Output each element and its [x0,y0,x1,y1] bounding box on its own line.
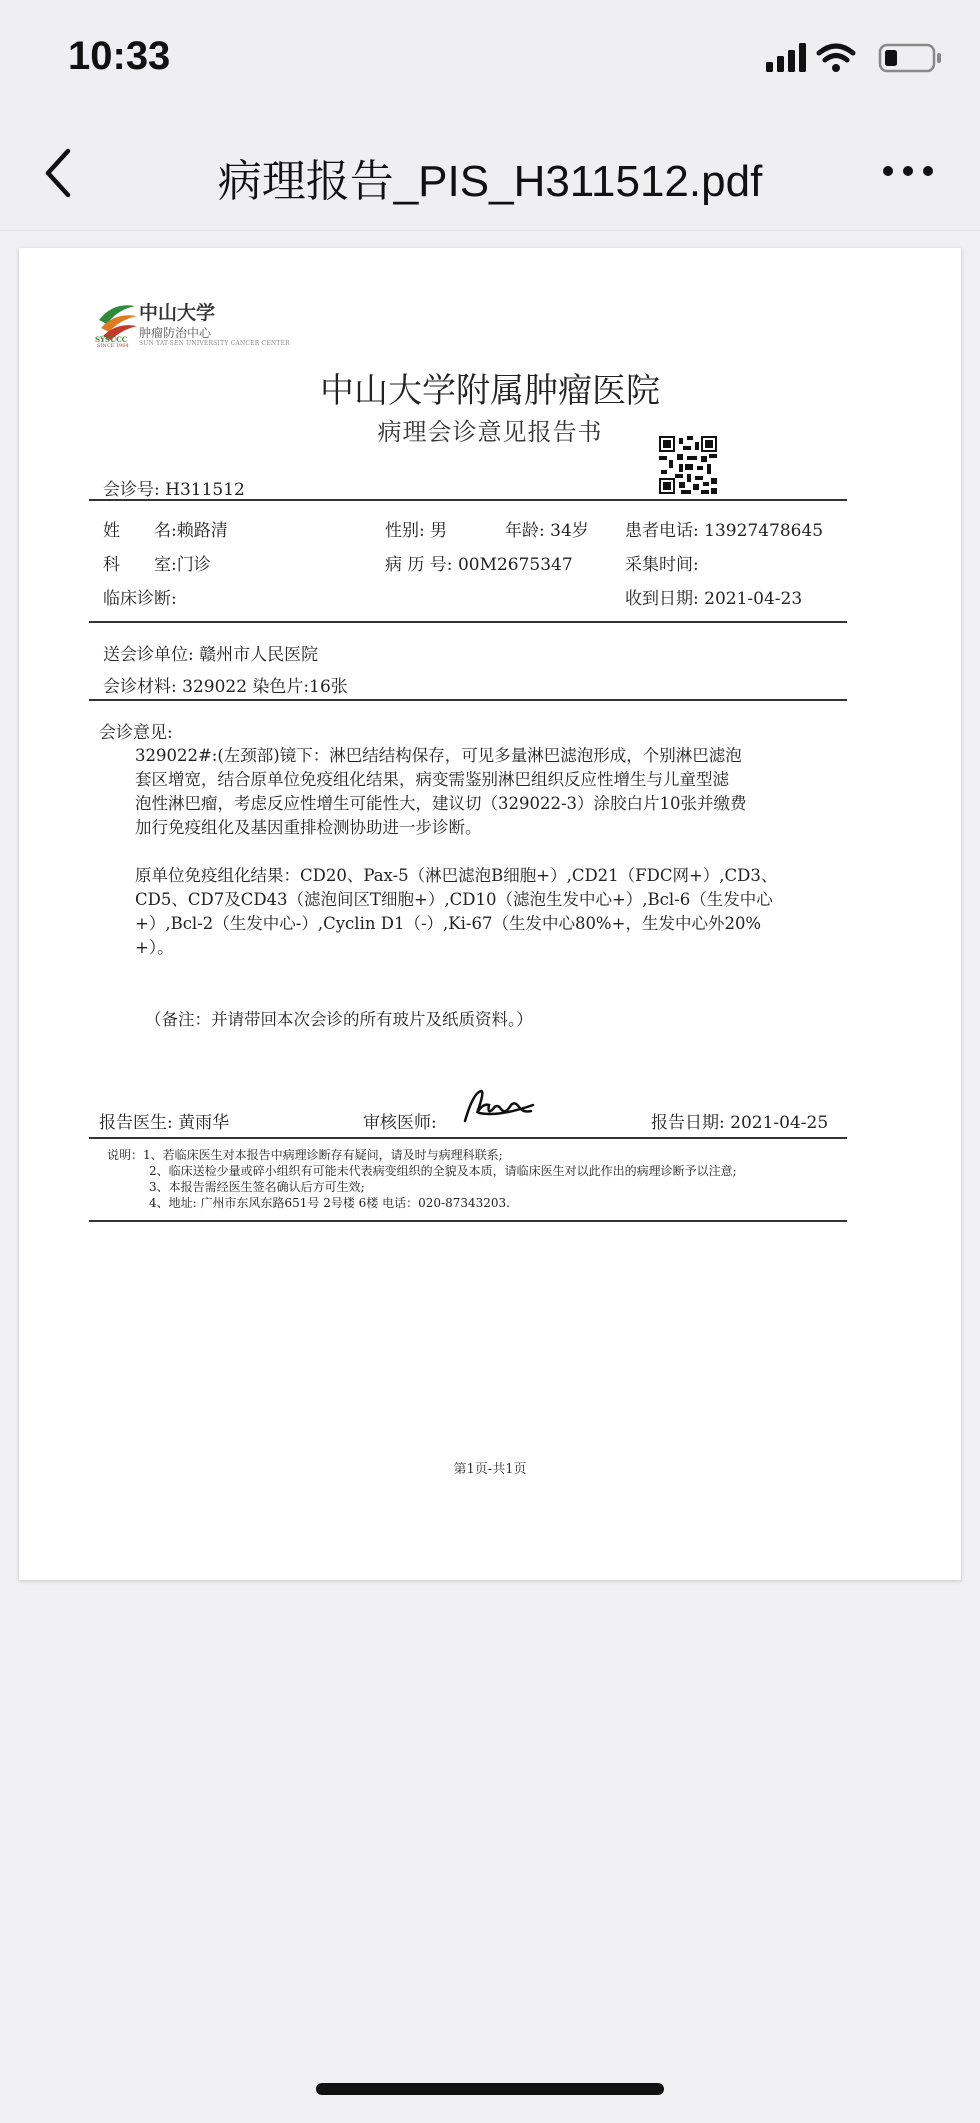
note-line: 说明：1、若临床医生对本报告中病理诊断存有疑问，请及时与病理科联系; [107,1148,503,1162]
patient-name: 姓 名:赖路清 [103,521,228,541]
opinion-line: +）。 [135,938,174,957]
report-subtitle: 病理会诊意见报告书 [377,418,603,446]
patient-age: 年龄: 34岁 [505,521,589,541]
opinion-paragraph-1 [135,744,747,840]
logo-university-name: 中山大学 [139,302,216,324]
opinion-line: 加行免疫组化及基因重排检测协助进一步诊断。 [135,818,482,837]
more-options-icon[interactable] [880,163,936,179]
opinion-label: 会诊意见: [99,723,173,743]
qr-code-icon [659,436,717,494]
opinion-paragraph-2 [135,864,777,960]
nav-bar [0,115,980,231]
report-date: 报告日期: 2021-04-25 [651,1113,829,1133]
sender-unit: 送会诊单位: 赣州市人民医院 [103,645,319,665]
cellular-signal-icon [766,42,946,78]
logo-english-name: SUN YAT-SEN UNIVERSITY CANCER CENTER [139,340,290,347]
note-line: 3、本报告需经医生签名确认后方可生效; [149,1180,365,1194]
medical-record-number: 病 历 号: 00M2675347 [385,555,573,575]
note-line: 2、临床送检少量或碎小组织有可能未代表病变组织的全貌及本质，请临床医生对以此作出的病理诊断予以注意; [149,1164,737,1178]
logo-center-name: 肿瘤防治中心 [139,326,212,340]
status-time: 10:33 [68,34,171,78]
patient-phone: 患者电话: 13927478645 [625,521,824,541]
logo-abbr: SYSUCC [95,335,128,344]
received-date: 收到日期: 2021-04-23 [625,589,803,609]
pdf-page[interactable] [19,248,961,1580]
opinion-line: +）,Bcl-2（生发中心-）,Cyclin D1（-）,Ki-67（生发中心80%+，生发中心外20% [135,914,762,933]
note-line: 4、地址: 广州市东风东路651号 2号楼 6楼 电话：020-87343203. [149,1196,510,1210]
document-title: 病理报告_PIS_H311512.pdf [217,157,763,206]
opinion-line: 套区增宽，结合原单位免疫组化结果，病变需鉴别淋巴组织反应性增生与儿童型滤 [135,770,729,789]
collection-time: 采集时间: [625,555,699,575]
remark: （备注：并请带回本次会诊的所有玻片及纸质资料。） [145,1010,533,1029]
opinion-line: 原单位免疫组化结果：CD20、Pax-5（淋巴滤泡B细胞+）,CD21（FDC网+）,CD3、 [135,866,778,885]
opinion-line: 329022#:(左颈部)镜下：淋巴结结构保存，可见多量淋巴滤泡形成，个别淋巴滤泡 [135,746,742,765]
logo-since: SINCE 1964 [97,343,129,349]
page-number: 第1页-共1页 [453,1462,527,1477]
consult-number: 会诊号: H311512 [103,480,245,500]
divider [89,1137,847,1139]
consult-material: 会诊材料: 329022 染色片:16张 [103,677,348,697]
report-doctor: 报告医生: 黄雨华 [99,1113,230,1133]
patient-gender: 性别: 男 [385,521,448,541]
divider [89,621,847,623]
signature-icon [459,1083,539,1133]
opinion-line: 泡性淋巴瘤，考虑反应性增生可能性大，建议切（329022-3）涂胶白片10张并缴费 [135,794,747,813]
hospital-name: 中山大学附属肿瘤医院 [320,371,660,411]
divider [89,1220,847,1222]
home-indicator[interactable] [316,2083,664,2095]
status-icons [766,42,946,82]
clinical-diagnosis: 临床诊断: [103,589,177,609]
reviewer-label: 审核医师: [363,1113,437,1133]
divider [89,499,847,501]
divider [89,699,847,701]
department: 科 室:门诊 [103,555,211,575]
opinion-line: CD5、CD7及CD43（滤泡间区T细胞+）,CD10（滤泡生发中心+）,Bcl-6（生发中心 [135,890,773,909]
status-bar [0,0,980,115]
